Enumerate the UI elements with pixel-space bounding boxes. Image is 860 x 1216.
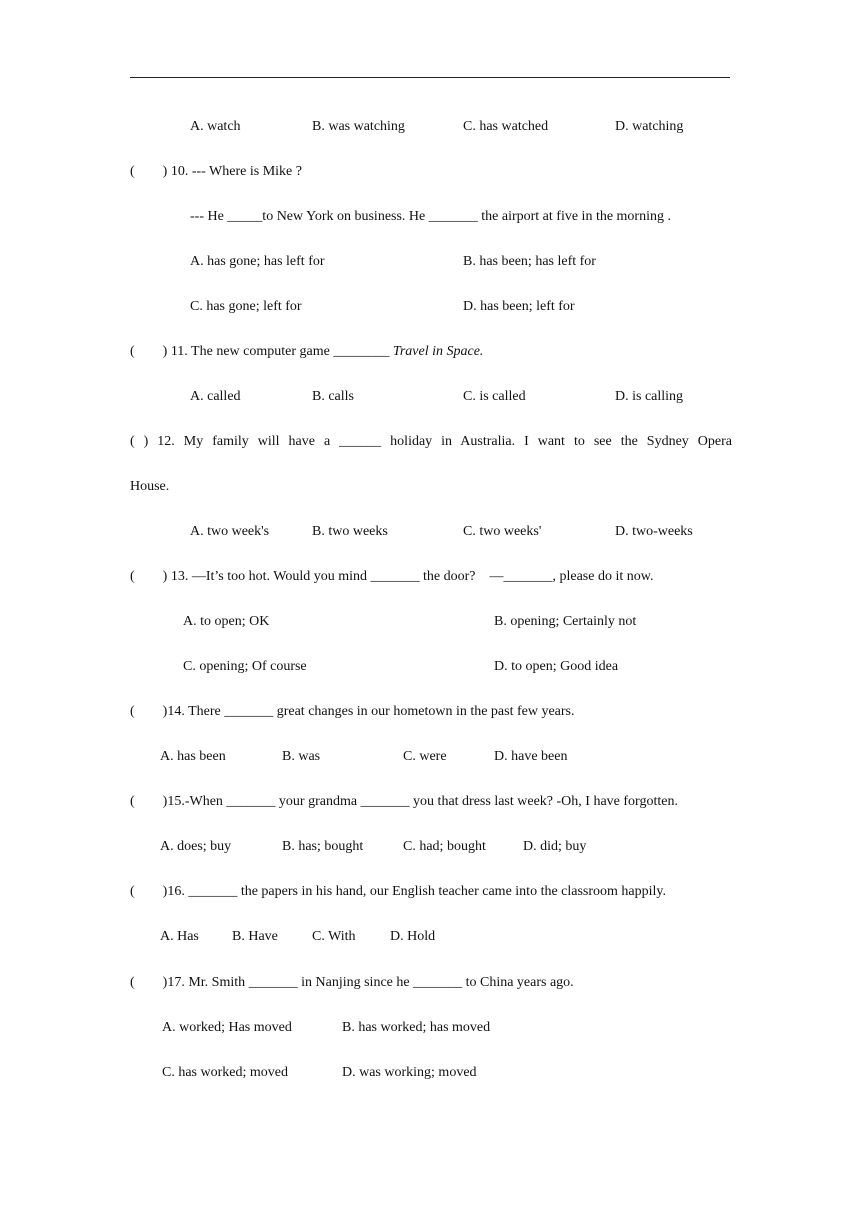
q15-option-b: B. has; bought: [282, 839, 364, 854]
q11-option-c: C. is called: [463, 389, 526, 404]
q9-option-b: B. was watching: [312, 119, 405, 134]
q11-option-d: D. is calling: [615, 389, 684, 404]
q13-option-b: B. opening; Certainly not: [494, 614, 637, 629]
q12-stem-continued: House.: [130, 479, 170, 494]
header-rule: [130, 77, 730, 78]
q11-stem: [130, 344, 483, 360]
q10-option-b: B. has been; has left for: [463, 254, 596, 269]
q9-option-a: A. watch: [190, 119, 241, 134]
q13-option-a: A. to open; OK: [183, 614, 270, 629]
q10-option-a: A. has gone; has left for: [190, 254, 325, 269]
q12-option-d: D. two-weeks: [615, 524, 693, 539]
q15-option-d: D. did; buy: [523, 839, 587, 854]
q11-option-a: A. called: [190, 389, 241, 404]
q11-stem-title: Travel in Space.: [392, 344, 484, 359]
q17-option-b: B. has worked; has moved: [342, 1020, 491, 1035]
q17-stem: ( )17. Mr. Smith _______ in Nanjing since he _______ to China years ago.: [130, 975, 574, 990]
q10-dialogue: --- He _____to New York on business. He _______ the airport at five in the morning .: [190, 209, 671, 224]
q15-stem: ( )15.-When _______ your grandma _______ you that dress last week? -Oh, I have forgotten.: [130, 794, 678, 809]
q12-option-a: A. two week's: [190, 524, 270, 539]
q12-option-b: B. two weeks: [312, 524, 388, 539]
q12-option-c: C. two weeks': [463, 524, 542, 539]
q15-option-c: C. had; bought: [403, 839, 486, 854]
q9-option-d: D. watching: [615, 119, 684, 134]
q16-option-d: D. Hold: [390, 929, 436, 944]
q11-option-b: B. calls: [312, 389, 354, 404]
q14-option-a: A. has been: [160, 749, 226, 764]
q10-option-c: C. has gone; left for: [190, 299, 302, 314]
q12-stem: ( ) 12. My family will have a ______ holiday in Australia. I want to see the Sydney Opera: [130, 434, 732, 449]
q17-option-c: C. has worked; moved: [162, 1065, 288, 1080]
q14-stem: ( )14. There _______ great changes in our hometown in the past few years.: [130, 704, 575, 719]
q16-stem: ( )16. _______ the papers in his hand, our English teacher came into the classroom happily.: [130, 884, 667, 899]
q14-option-c: C. were: [403, 749, 447, 764]
q10-option-d: D. has been; left for: [463, 299, 575, 314]
q14-option-d: D. have been: [494, 749, 568, 764]
q13-option-c: C. opening; Of course: [183, 659, 307, 674]
q14-option-b: B. was: [282, 749, 321, 764]
q16-option-c: C. With: [312, 929, 356, 944]
q17-option-d: D. was working; moved: [342, 1065, 477, 1080]
q13-stem: ( ) 13. —It’s too hot. Would you mind _______ the door? —_______, please do it now.: [130, 569, 654, 584]
q16-option-b: B. Have: [232, 929, 278, 944]
q16-option-a: A. Has: [160, 929, 199, 944]
q13-option-d: D. to open; Good idea: [494, 659, 619, 674]
q10-stem: ( ) 10. --- Where is Mike ?: [130, 164, 302, 179]
q17-option-a: A. worked; Has moved: [162, 1020, 292, 1035]
q9-option-c: C. has watched: [463, 119, 549, 134]
q11-stem-text: ( ) 11. The new computer game ________: [130, 344, 393, 359]
q15-option-a: A. does; buy: [160, 839, 232, 854]
